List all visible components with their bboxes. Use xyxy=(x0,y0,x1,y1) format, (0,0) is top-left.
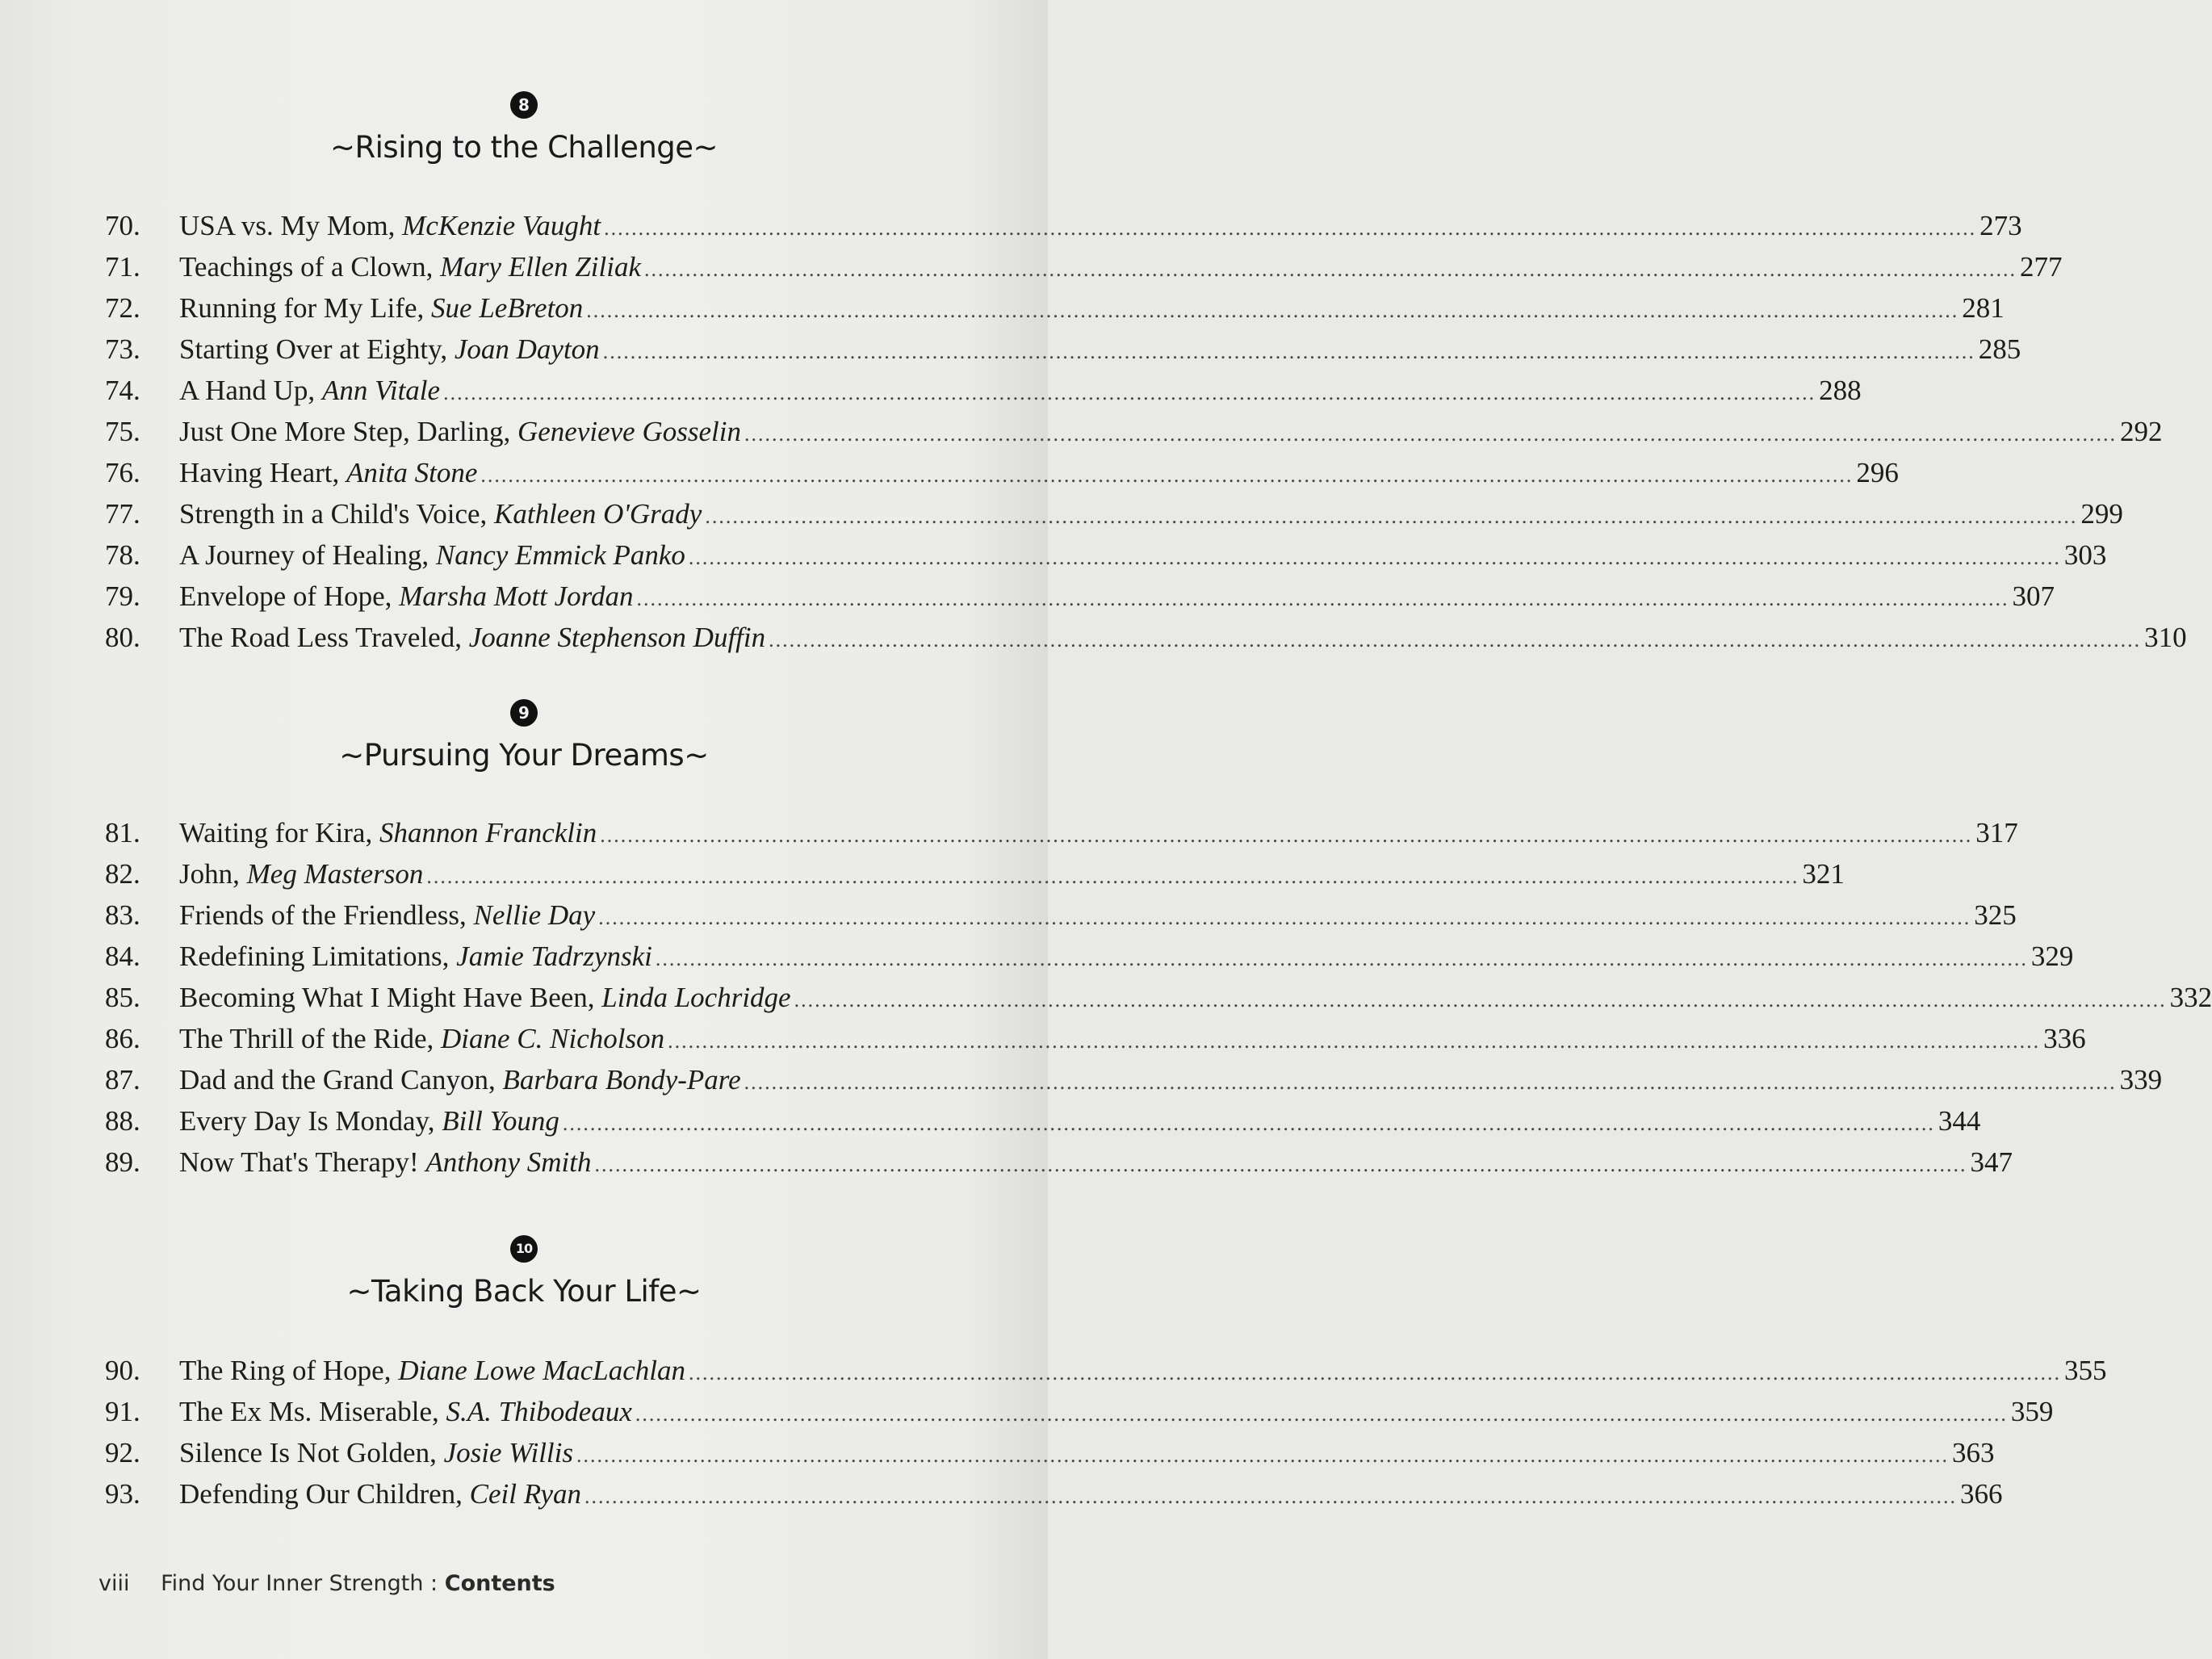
toc-entry xyxy=(105,249,2063,285)
dot-leader: ........................................................................................................................................................................................................ xyxy=(644,258,2017,281)
entry-number: 91. xyxy=(105,1396,140,1427)
dot-leader: ........................................................................................................................................................................................................ xyxy=(584,1485,1957,1508)
entry-number: 85. xyxy=(105,982,140,1013)
entry-page-number: 281 xyxy=(1962,292,2005,324)
entry-number: 87. xyxy=(105,1064,140,1096)
entry-page-number: 317 xyxy=(1975,817,2018,848)
entry-text xyxy=(179,455,477,491)
entry-text xyxy=(179,815,597,851)
entry-page-number: 329 xyxy=(2030,941,2074,972)
entry-text xyxy=(179,538,685,573)
entry-title: A Journey of Healing, xyxy=(179,539,429,571)
entry-title: Defending Our Children, xyxy=(179,1478,463,1510)
dot-leader: ........................................................................................................................................................................................................ xyxy=(598,906,1971,929)
entry-text xyxy=(179,496,702,532)
entry-author: Nancy Emmick Panko xyxy=(435,539,685,571)
entry-title: The Ex Ms. Miserable, xyxy=(179,1396,439,1427)
entry-page-number: 336 xyxy=(2043,1023,2086,1054)
entry-title: Becoming What I Might Have Been, xyxy=(179,982,595,1013)
entry-page-number: 363 xyxy=(1951,1437,1995,1468)
toc-entry xyxy=(105,1104,1981,1139)
entry-number: 92. xyxy=(105,1437,140,1468)
entry-page-number: 292 xyxy=(2119,416,2163,447)
entry-page-number: 285 xyxy=(1978,333,2021,365)
entry-text xyxy=(179,898,595,933)
entry-page-number: 325 xyxy=(1974,899,2017,931)
entry-text xyxy=(179,291,583,326)
entry-author: Anthony Smith xyxy=(425,1146,592,1178)
entry-page-number: 299 xyxy=(2080,498,2123,530)
toc-entry xyxy=(105,815,2018,851)
toc-entry xyxy=(105,1394,2054,1430)
dot-leader: ........................................................................................................................................................................................................ xyxy=(794,988,2167,1012)
entry-number: 77. xyxy=(105,498,140,530)
entry-title: USA vs. My Mom, xyxy=(179,210,396,241)
entry-page-number: 366 xyxy=(1960,1478,2003,1510)
entry-title: Every Day Is Monday, xyxy=(179,1105,435,1137)
toc-entry xyxy=(105,579,2055,614)
section-number-badge: 10 xyxy=(510,1235,538,1263)
toc-entry xyxy=(105,1145,2013,1180)
dot-leader: ........................................................................................................................................................................................................ xyxy=(689,1361,2061,1385)
entry-author: Anita Stone xyxy=(346,457,478,488)
entry-number: 86. xyxy=(105,1023,140,1054)
toc-entry xyxy=(105,373,1862,408)
section-title: ~Pursuing Your Dreams~ xyxy=(339,738,709,773)
entry-author: Jamie Tadrzynski xyxy=(456,941,652,972)
dot-leader: ........................................................................................................................................................................................................ xyxy=(600,823,1973,847)
entry-number: 90. xyxy=(105,1355,140,1386)
entry-title: Just One More Step, Darling, xyxy=(179,416,511,447)
toc-entry xyxy=(105,857,1845,892)
entry-title: The Road Less Traveled, xyxy=(179,622,462,653)
entry-author: Nellie Day xyxy=(473,899,596,931)
entry-title: John, xyxy=(179,858,240,890)
entry-author: Joanne Stephenson Duffin xyxy=(468,622,766,653)
toc-entry xyxy=(105,939,2074,974)
entry-author: Diane C. Nicholson xyxy=(441,1023,665,1054)
dot-leader: ........................................................................................................................................................................................................ xyxy=(668,1029,2041,1053)
entry-number: 70. xyxy=(105,210,140,241)
entry-author: Diane Lowe MacLachlan xyxy=(398,1355,685,1386)
entry-author: Mary Ellen Ziliak xyxy=(440,251,642,283)
toc-entry xyxy=(105,414,2163,450)
entry-text xyxy=(179,1435,573,1471)
section-number-badge: 8 xyxy=(510,91,538,119)
dot-leader: ........................................................................................................................................................................................................ xyxy=(562,1112,1935,1135)
entry-author: Sue LeBreton xyxy=(431,292,584,324)
entry-text xyxy=(179,1021,664,1057)
entry-title: Now That's Therapy! xyxy=(179,1146,419,1178)
toc-entry xyxy=(105,898,2017,933)
entry-title: Friends of the Friendless, xyxy=(179,899,467,931)
toc-entry xyxy=(105,1435,1995,1471)
entry-page-number: 288 xyxy=(1819,375,1862,406)
dot-leader: ........................................................................................................................................................................................................ xyxy=(576,1443,1949,1467)
toc-entry xyxy=(105,1477,2003,1512)
entry-title: Having Heart, xyxy=(179,457,340,488)
entry-number: 84. xyxy=(105,941,140,972)
toc-entry xyxy=(105,538,2107,573)
entry-author: Kathleen O'Grady xyxy=(494,498,702,530)
entry-number: 93. xyxy=(105,1478,140,1510)
dot-leader: ........................................................................................................................................................................................................ xyxy=(655,947,2028,970)
entry-text xyxy=(179,208,601,244)
entry-page-number: 332 xyxy=(2169,982,2212,1013)
entry-text xyxy=(179,620,765,656)
entry-author: Ceil Ryan xyxy=(469,1478,581,1510)
dot-leader: ........................................................................................................................................................................................................ xyxy=(705,505,2078,528)
entry-text xyxy=(179,857,423,892)
entry-text xyxy=(179,249,641,285)
entry-author: McKenzie Vaught xyxy=(402,210,601,241)
entry-number: 76. xyxy=(105,457,140,488)
entry-page-number: 359 xyxy=(2010,1396,2054,1427)
entry-text xyxy=(179,1353,685,1389)
footer-book-title: Find Your Inner Strength : xyxy=(161,1571,438,1596)
entry-number: 81. xyxy=(105,817,140,848)
dot-leader: ........................................................................................................................................................................................................ xyxy=(604,216,1977,240)
entry-title: Starting Over at Eighty, xyxy=(179,333,448,365)
entry-author: Joan Dayton xyxy=(454,333,600,365)
page-footer xyxy=(98,1571,555,1596)
entry-title: Redefining Limitations, xyxy=(179,941,450,972)
entry-text xyxy=(179,414,741,450)
section-title: ~Rising to the Challenge~ xyxy=(329,130,718,165)
toc-entry xyxy=(105,620,2187,656)
entry-title: Envelope of Hope, xyxy=(179,580,392,612)
entry-text xyxy=(179,1394,632,1430)
entry-page-number: 321 xyxy=(1802,858,1845,890)
entry-number: 74. xyxy=(105,375,140,406)
toc-entry xyxy=(105,1062,2163,1098)
dot-leader: ........................................................................................................................................................................................................ xyxy=(635,1402,2008,1426)
entry-number: 88. xyxy=(105,1105,140,1137)
entry-title: The Ring of Hope, xyxy=(179,1355,392,1386)
entry-number: 80. xyxy=(105,622,140,653)
entry-text xyxy=(179,1145,592,1180)
entry-author: Meg Masterson xyxy=(246,858,424,890)
entry-title: Strength in a Child's Voice, xyxy=(179,498,488,530)
entry-page-number: 310 xyxy=(2144,622,2187,653)
entry-author: Marsha Mott Jordan xyxy=(399,580,634,612)
toc-entry xyxy=(105,1353,2107,1389)
entry-number: 73. xyxy=(105,333,140,365)
dot-leader: ........................................................................................................................................................................................................ xyxy=(586,299,1959,322)
entry-page-number: 277 xyxy=(2020,251,2063,283)
dot-leader: ........................................................................................................................................................................................................ xyxy=(602,340,1975,363)
entry-page-number: 273 xyxy=(1979,210,2022,241)
entry-author: Genevieve Gosselin xyxy=(517,416,741,447)
entry-text xyxy=(179,332,600,367)
entry-title: A Hand Up, xyxy=(179,375,316,406)
dot-leader: ........................................................................................................................................................................................................ xyxy=(426,865,1799,888)
entry-author: Josie Willis xyxy=(443,1437,573,1468)
entry-number: 72. xyxy=(105,292,140,324)
section-title: ~Taking Back Your Life~ xyxy=(346,1274,702,1309)
toc-entry xyxy=(105,980,2212,1016)
entry-title: Silence Is Not Golden, xyxy=(179,1437,437,1468)
entry-author: Linda Lochridge xyxy=(601,982,791,1013)
entry-author: Shannon Francklin xyxy=(379,817,597,848)
entry-author: Ann Vitale xyxy=(321,375,441,406)
entry-text xyxy=(179,373,440,408)
dot-leader: ........................................................................................................................................................................................................ xyxy=(744,1070,2117,1094)
dot-leader: ........................................................................................................................................................................................................ xyxy=(688,546,2061,569)
section-rising-to-the-challenge xyxy=(0,91,1048,165)
section-pursuing-your-dreams xyxy=(0,699,1048,773)
entry-number: 78. xyxy=(105,539,140,571)
entry-text xyxy=(179,1477,581,1512)
toc-entry xyxy=(105,291,2005,326)
dot-leader: ........................................................................................................................................................................................................ xyxy=(636,587,2009,610)
entry-title: The Thrill of the Ride, xyxy=(179,1023,434,1054)
dot-leader: ........................................................................................................................................................................................................ xyxy=(744,422,2117,446)
entry-page-number: 307 xyxy=(2012,580,2055,612)
toc-entry xyxy=(105,208,2022,244)
entry-number: 79. xyxy=(105,580,140,612)
dot-leader: ........................................................................................................................................................................................................ xyxy=(769,628,2142,651)
section-taking-back-your-life xyxy=(0,1235,1048,1309)
footer-contents-label: Contents xyxy=(444,1571,555,1596)
entry-page-number: 347 xyxy=(1970,1146,2013,1178)
entry-text xyxy=(179,980,791,1016)
entry-title: Waiting for Kira, xyxy=(179,817,373,848)
entry-title: Teachings of a Clown, xyxy=(179,251,434,283)
dot-leader: ........................................................................................................................................................................................................ xyxy=(480,463,1854,487)
entry-title: Dad and the Grand Canyon, xyxy=(179,1064,496,1096)
entry-title: Running for My Life, xyxy=(179,292,425,324)
toc-entry xyxy=(105,332,2021,367)
entry-text xyxy=(179,579,634,614)
entry-page-number: 303 xyxy=(2063,539,2107,571)
entry-number: 89. xyxy=(105,1146,140,1178)
entry-text xyxy=(179,1062,741,1098)
toc-entry xyxy=(105,1021,2086,1057)
entry-page-number: 339 xyxy=(2119,1064,2163,1096)
dot-leader: ........................................................................................................................................................................................................ xyxy=(443,381,1816,404)
entry-number: 83. xyxy=(105,899,140,931)
entry-page-number: 344 xyxy=(1938,1105,1981,1137)
entry-page-number: 296 xyxy=(1856,457,1899,488)
entry-page-number: 355 xyxy=(2064,1355,2107,1386)
footer-page-number: viii xyxy=(98,1571,130,1596)
entry-author: S.A. Thibodeaux xyxy=(446,1396,632,1427)
entry-author: Bill Young xyxy=(442,1105,559,1137)
entry-text xyxy=(179,1104,559,1139)
dot-leader: ........................................................................................................................................................................................................ xyxy=(594,1153,1967,1176)
entry-text xyxy=(179,939,652,974)
toc-entry xyxy=(105,496,2123,532)
entry-number: 75. xyxy=(105,416,140,447)
entry-number: 82. xyxy=(105,858,140,890)
section-number-badge: 9 xyxy=(510,699,538,727)
entry-author: Barbara Bondy-Pare xyxy=(502,1064,741,1096)
entry-number: 71. xyxy=(105,251,140,283)
toc-entry xyxy=(105,455,1899,491)
